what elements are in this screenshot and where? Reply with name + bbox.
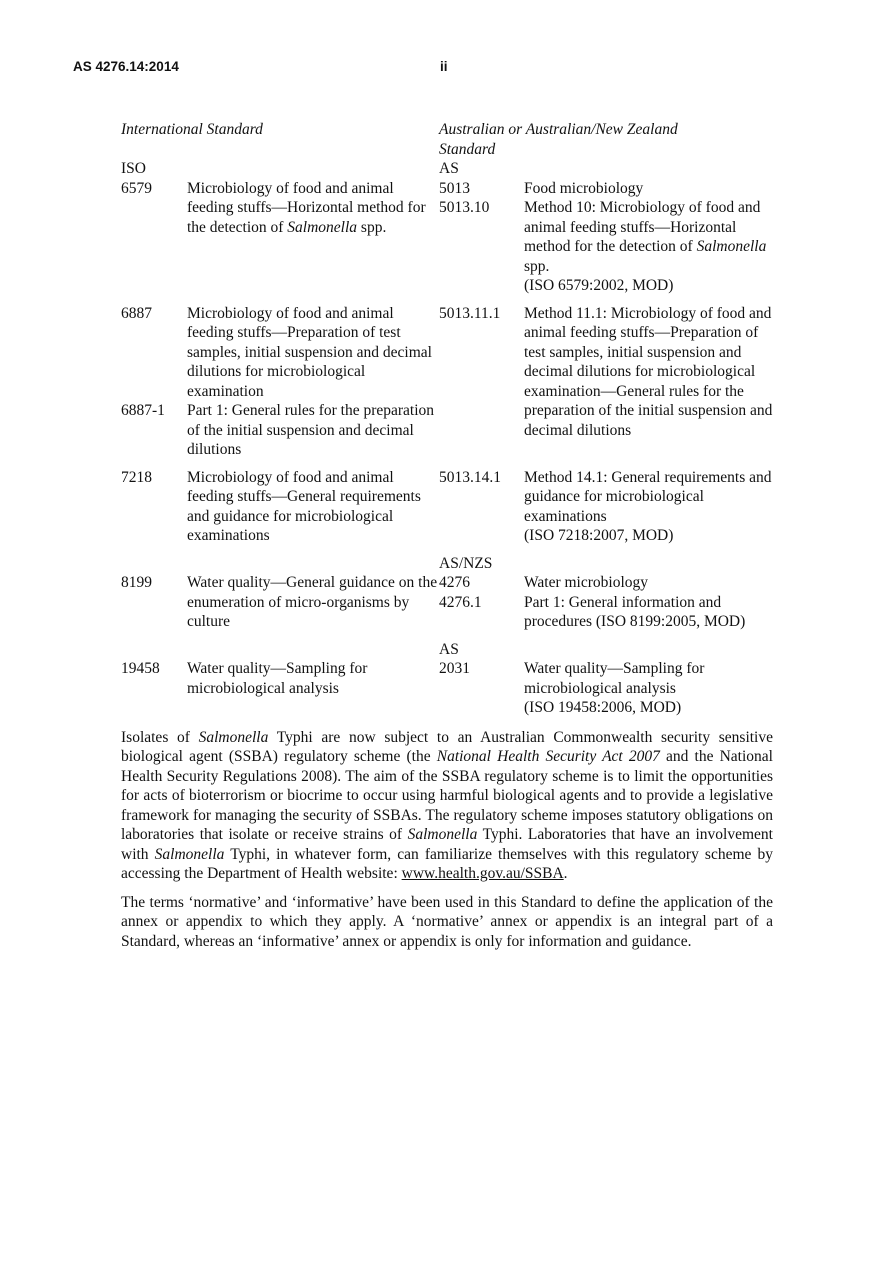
as-label: AS [439, 640, 459, 658]
iso-number: 6887 6887-1 [121, 304, 165, 419]
document-body [121, 120, 773, 960]
as-number: 5013 5013.10 [439, 179, 490, 216]
iso-number: 7218 [121, 468, 152, 486]
iso-title: Water quality—General guidance on the enumeration of micro-organisms by culture [187, 574, 438, 630]
as-title: Method 14.1: General requirements and guidance for microbiological examinations (ISO 7218:2007, MOD) [524, 468, 772, 544]
as-number: 4276 4276.1 [439, 574, 482, 611]
as-title: Water quality—Sampling for microbiological analysis (ISO 19458:2006, MOD) [524, 660, 705, 716]
as-nzs-label: AS/NZS [439, 554, 493, 572]
iso-title: Microbiology of food and animal feeding stuffs—Horizontal method for the detection of Salmonella spp. [187, 179, 426, 236]
iso-title: Water quality—Sampling for microbiological analysis [187, 660, 368, 697]
table-row [121, 468, 773, 546]
iso-title: Microbiology of food and animal feeding stuffs—Preparation of test samples, initial suspension and decimal dilutions for microbiological examination Part 1: General rules for the preparation of the initial suspension and decimal dilutions [187, 304, 435, 458]
ssba-paragraph: Isolates of Salmonella Typhi are now subject to an Australian Commonwealth security sensitive biological agent (SSBA) regulatory scheme (the National Health Security Act 2007 and the National Health Security Regulations 2008). The aim of the SSBA regulatory scheme is to limit the opportunities for acts of bioterrorism or biocrime to occur using harmful biological agents and to provide a legislative framework for managing the security of SSBAs. The regulatory scheme imposes statutory obligations on laboratories that isolate or receive strains of Salmonella Typhi. Laboratories that have an involvement with Salmonella Typhi, in whatever form, can familiarize themselves with this regulatory scheme by accessing the Department of Health website: www.health.gov.au/SSBA. [121, 728, 774, 882]
ssba-website-link[interactable]: www.health.gov.au/SSBA [401, 865, 564, 882]
as-number: 2031 [439, 660, 470, 677]
table-row [121, 179, 773, 296]
as-label: AS [439, 160, 459, 177]
australian-standard-heading: Australian or Australian/New Zealand Standard [439, 121, 678, 158]
international-standard-heading: International Standard [121, 121, 263, 138]
as-title: Food microbiology Method 10: Microbiology of food and animal feeding stuffs—Horizontal method for the detection of Salmonella spp. (ISO 6579:2002, MOD) [524, 179, 767, 294]
iso-title: Microbiology of food and animal feeding stuffs—General requirements and guidance for microbiological examinations [187, 468, 421, 544]
standards-reference-table [121, 120, 773, 718]
as-title: Water microbiology Part 1: General information and procedures (ISO 8199:2005, MOD) [524, 574, 746, 630]
table-row [121, 304, 773, 460]
normative-informative-paragraph: The terms ‘normative’ and ‘informative’ have been used in this Standard to define the application of the annex or appendix to which they apply. A ‘normative’ annex or appendix is an integral part of a Standard, whereas an ‘informative’ annex or appendix is only for information and guidance. [121, 893, 773, 950]
iso-number: 6579 [121, 179, 152, 197]
as-number: 5013.14.1 [439, 468, 501, 486]
table-row [121, 659, 773, 718]
iso-label: ISO [121, 160, 146, 177]
iso-number: 8199 [121, 574, 152, 591]
table-row [121, 573, 773, 632]
document-code: AS 4276.14:2014 [73, 59, 179, 74]
iso-number: 19458 [121, 660, 160, 677]
page-number: ii [440, 59, 448, 74]
as-title: Method 11.1: Microbiology of food and animal feeding stuffs—Preparation of test samples, initial suspension and decimal dilutions for microbiological examination—General rules for the preparation of the initial suspension and decimal dilutions [524, 304, 773, 439]
as-number: 5013.11.1 [439, 304, 501, 322]
